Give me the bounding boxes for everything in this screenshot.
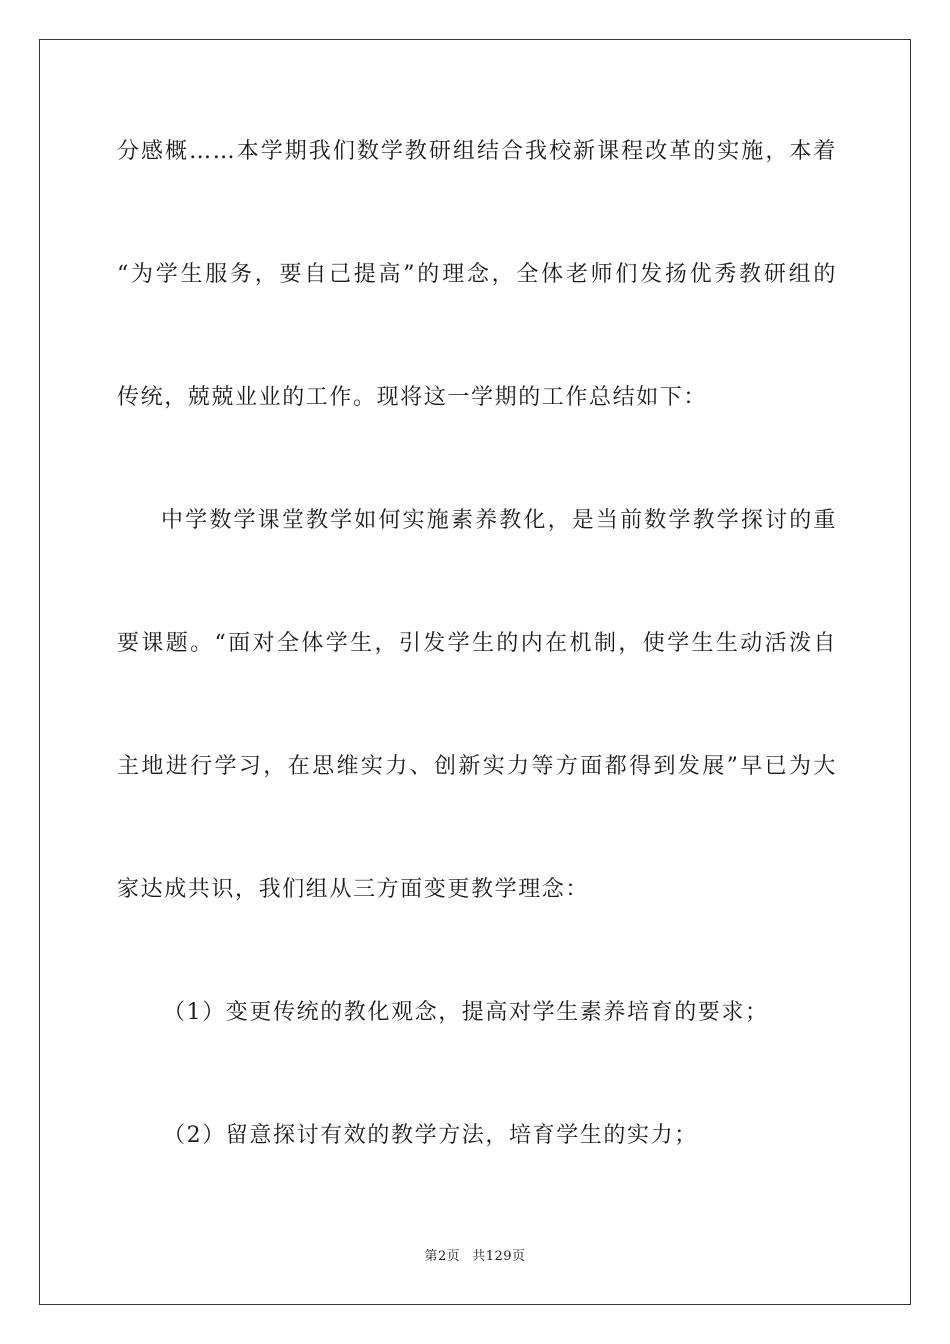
paragraph-line: 传统，兢兢业业的工作。现将这一学期的工作总结如下： [117,385,708,410]
paragraph-line: “为学生服务，要自己提高”的理念，全体老师们发扬优秀教研组的 [117,262,837,287]
page-footer [0,1248,950,1266]
list-item: （2）留意探讨有效的教学方法，培育学生的实力； [163,1123,698,1148]
paragraph-line: 分感概……本学期我们数学教研组结合我校新课程改革的实施，本着 [117,139,837,164]
page-total: 共129页 [472,1249,526,1264]
page-number: 第2页 [424,1249,461,1264]
paragraph-line: 中学数学课堂教学如何实施素养教化，是当前数学教学探讨的重 [161,508,837,533]
page-border [39,39,911,1305]
paragraph-line: 主地进行学习，在思维实力、创新实力等方面都得到发展”早已为大 [117,754,837,779]
paragraph-line: 要课题。“面对全体学生，引发学生的内在机制，使学生生动活泼自 [117,631,837,656]
paragraph-line: 家达成共识，我们组从三方面变更教学理念： [117,877,590,902]
list-item: （1）变更传统的教化观念，提高对学生素养培育的要求； [163,1000,769,1025]
